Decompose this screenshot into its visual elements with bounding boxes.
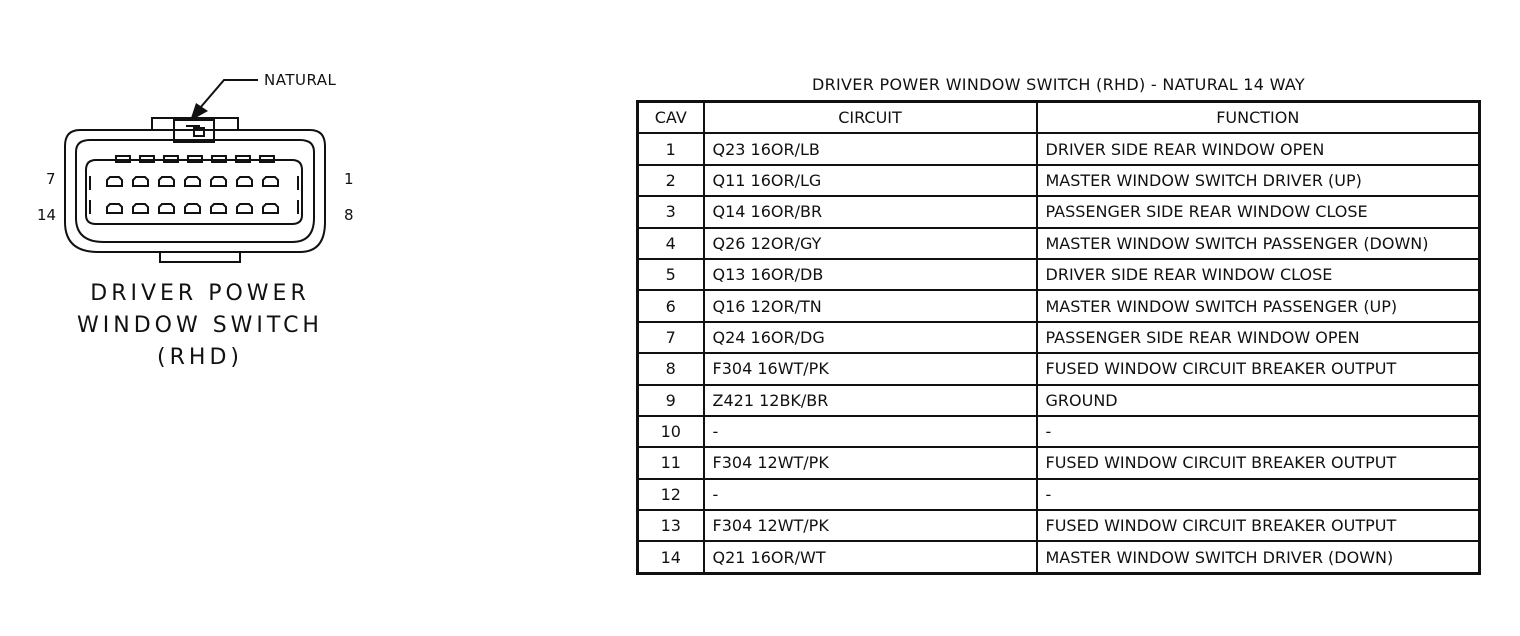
circuit-cell: Q24 16OR/DG: [704, 322, 1037, 353]
circuit-cell: F304 16WT/PK: [704, 353, 1037, 384]
table-row: [638, 196, 1480, 227]
table-row: [638, 353, 1480, 384]
connector-housing-outer: [65, 130, 325, 252]
table-row: [638, 165, 1480, 196]
cav-cell: 4: [638, 228, 704, 259]
cav-cell: 1: [638, 133, 704, 164]
function-cell: MASTER WINDOW SWITCH PASSENGER (DOWN): [1037, 228, 1480, 259]
function-cell: DRIVER SIDE REAR WINDOW CLOSE: [1037, 259, 1480, 290]
table-row: [638, 510, 1480, 541]
cav-cell: 14: [638, 541, 704, 573]
function-cell: -: [1037, 479, 1480, 510]
pin-label-top-left: 7: [46, 170, 56, 188]
function-cell: PASSENGER SIDE REAR WINDOW CLOSE: [1037, 196, 1480, 227]
cavity-row-1-7: [107, 177, 278, 186]
pinout-table: [636, 100, 1481, 575]
connector-title: [60, 278, 340, 374]
cav-cell: 3: [638, 196, 704, 227]
table-row: [638, 541, 1480, 573]
table-row: [638, 447, 1480, 478]
table-header-row: [638, 102, 1480, 134]
circuit-cell: Q26 12OR/GY: [704, 228, 1037, 259]
cav-cell: 10: [638, 416, 704, 447]
function-cell: PASSENGER SIDE REAR WINDOW OPEN: [1037, 322, 1480, 353]
table-row: [638, 290, 1480, 321]
cavity-block: [86, 160, 302, 224]
circuit-cell: F304 12WT/PK: [704, 447, 1037, 478]
table-row: [638, 385, 1480, 416]
function-cell: GROUND: [1037, 385, 1480, 416]
function-cell: DRIVER SIDE REAR WINDOW OPEN: [1037, 133, 1480, 164]
connector-title-line: DRIVER POWER: [90, 281, 310, 306]
table-row: [638, 228, 1480, 259]
circuit-cell: -: [704, 416, 1037, 447]
pin-label-bottom-left: 14: [37, 206, 57, 224]
header-function: FUNCTION: [1037, 102, 1480, 134]
table-row: [638, 479, 1480, 510]
circuit-cell: Q11 16OR/LG: [704, 165, 1037, 196]
cav-cell: 5: [638, 259, 704, 290]
cav-cell: 9: [638, 385, 704, 416]
function-cell: FUSED WINDOW CIRCUIT BREAKER OUTPUT: [1037, 353, 1480, 384]
circuit-cell: Z421 12BK/BR: [704, 385, 1037, 416]
function-cell: FUSED WINDOW CIRCUIT BREAKER OUTPUT: [1037, 510, 1480, 541]
connector-title-line: (RHD): [157, 345, 243, 370]
cavity-row-8-14: [107, 204, 278, 213]
header-cav: CAV: [638, 102, 704, 134]
cav-cell: 12: [638, 479, 704, 510]
table-row: [638, 416, 1480, 447]
table-row: [638, 259, 1480, 290]
circuit-cell: Q14 16OR/BR: [704, 196, 1037, 227]
cav-cell: 7: [638, 322, 704, 353]
circuit-cell: Q16 12OR/TN: [704, 290, 1037, 321]
circuit-cell: Q13 16OR/DB: [704, 259, 1037, 290]
circuit-cell: F304 12WT/PK: [704, 510, 1037, 541]
function-cell: MASTER WINDOW SWITCH DRIVER (DOWN): [1037, 541, 1480, 573]
function-cell: MASTER WINDOW SWITCH DRIVER (UP): [1037, 165, 1480, 196]
connector-title-line: WINDOW SWITCH: [77, 313, 323, 338]
connector-diagram: [0, 0, 600, 636]
circuit-cell: Q21 16OR/WT: [704, 541, 1037, 573]
cav-cell: 2: [638, 165, 704, 196]
callout-leader-line: [200, 80, 258, 108]
table-body: [638, 133, 1480, 573]
circuit-cell: -: [704, 479, 1037, 510]
function-cell: -: [1037, 416, 1480, 447]
circuit-cell: Q23 16OR/LB: [704, 133, 1037, 164]
cav-cell: 6: [638, 290, 704, 321]
connector-bottom-key: [160, 252, 240, 262]
header-circuit: CIRCUIT: [704, 102, 1037, 134]
pin-label-top-right: 1: [344, 170, 354, 188]
function-cell: FUSED WINDOW CIRCUIT BREAKER OUTPUT: [1037, 447, 1480, 478]
cav-cell: 8: [638, 353, 704, 384]
pin-label-bottom-right: 8: [344, 206, 354, 224]
cav-cell: 13: [638, 510, 704, 541]
table-row: [638, 133, 1480, 164]
cav-cell: 11: [638, 447, 704, 478]
callout-label: NATURAL: [264, 71, 337, 89]
function-cell: MASTER WINDOW SWITCH PASSENGER (UP): [1037, 290, 1480, 321]
table-row: [638, 322, 1480, 353]
table-title: DRIVER POWER WINDOW SWITCH (RHD) - NATURAL 14 WAY: [812, 75, 1305, 94]
